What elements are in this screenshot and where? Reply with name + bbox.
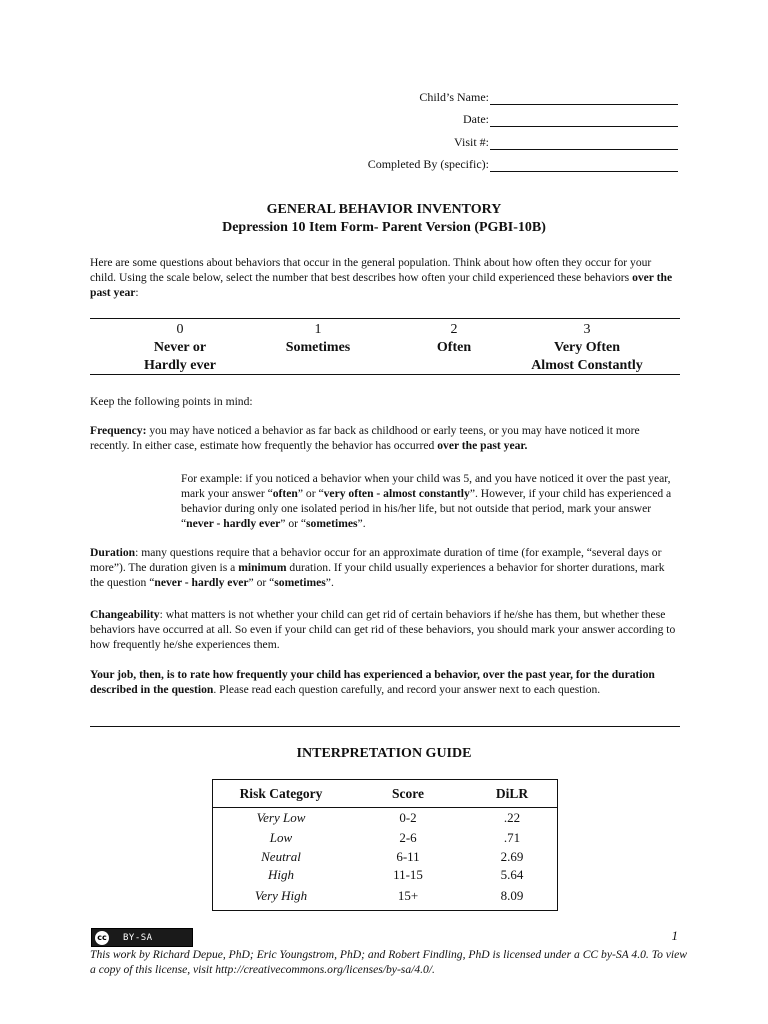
risk-category-cell: Very High	[254, 888, 308, 903]
visit-number-field[interactable]	[348, 127, 678, 150]
blank-line[interactable]	[490, 113, 678, 127]
duration-paragraph: Duration: many questions require that a behavior occur for an approximate duration of time (for example, “several days or more”). The duration given is a minimum duration. If your child usually experiences a behavior for shorter durations, mark the question “never - hardly ever” or “sometimes”.	[90, 546, 665, 589]
creative-commons-icon: cc	[95, 931, 109, 945]
dilr-cell: 5.64	[500, 867, 524, 882]
changeability-paragraph: Changeability: what matters is not whether your child can get rid of certain behaviors if he/she has them, but whether these behaviors have occurred at all. So even if your child can get rid of these behaviors, you should mark your answer according to how frequently he/she experiences them.	[90, 608, 676, 651]
date-field[interactable]	[348, 105, 678, 128]
section-divider	[90, 726, 680, 727]
header-score: Score	[392, 786, 424, 801]
scale-option-1: 1 Sometimes	[285, 322, 351, 355]
score-cell: 15+	[397, 888, 419, 903]
table-row	[213, 849, 557, 869]
frequency-paragraph: Frequency: you may have noticed a behavior as far back as childhood or early teens, or you may have noticed it more recently. In either case, estimate how frequently the behavior has occurred over the past year.	[90, 424, 640, 452]
field-label: Date:	[463, 112, 489, 126]
dilr-cell: .71	[503, 830, 521, 845]
header-dilr: DiLR	[495, 786, 529, 801]
blank-line[interactable]	[490, 158, 678, 172]
header-risk-category: Risk Category	[239, 786, 323, 801]
dilr-cell: .22	[503, 810, 521, 825]
field-label: Child’s Name:	[419, 89, 489, 104]
header-fields	[348, 82, 678, 172]
score-cell: 2-6	[399, 830, 417, 845]
intro-paragraph: Here are some questions about behaviors that occur in the general population. Think about how often they occur for your child. Using the scale below, select the number that best describes how often your child experienced these behaviors over the past year:	[90, 256, 673, 299]
completed-by-field[interactable]	[348, 150, 678, 173]
document-subtitle: Depression 10 Item Form- Parent Version (PGBI-10B)	[222, 220, 546, 235]
score-cell: 11-15	[393, 867, 423, 882]
scale-option-0: 0 Never or Hardly ever	[144, 322, 216, 373]
cc-badge-text: BY-SA	[123, 932, 153, 943]
scale-option-2: 2 Often	[436, 322, 472, 355]
table-row	[213, 830, 557, 850]
table-row	[213, 867, 557, 887]
document-title: GENERAL BEHAVIOR INVENTORY	[266, 202, 502, 217]
job-paragraph: Your job, then, is to rate how frequently your child has experienced a behavior, over the past year, for the duration described in the question. Please read each question carefully, and record your answer next to each question.	[90, 668, 655, 696]
blank-line[interactable]	[490, 136, 678, 150]
blank-line[interactable]	[490, 91, 678, 105]
table-header-row	[213, 780, 557, 808]
field-label: Visit #:	[454, 134, 489, 149]
score-cell: 6-11	[396, 849, 420, 864]
dilr-cell: 8.09	[500, 888, 524, 903]
childs-name-field[interactable]	[348, 82, 678, 105]
risk-category-cell: High	[268, 867, 294, 882]
field-label: Completed By (specific):	[367, 157, 489, 171]
risk-category-cell: Very Low	[256, 810, 306, 825]
risk-category-cell: Neutral	[261, 849, 301, 864]
score-cell: 0-2	[399, 810, 417, 825]
keep-in-mind-text: Keep the following points in mind:	[90, 395, 253, 408]
interpretation-guide-title: INTERPRETATION GUIDE	[296, 746, 472, 761]
scale-option-3: 3 Very Often Almost Constantly	[531, 322, 643, 373]
license-text: This work by Richard Depue, PhD; Eric Youngstrom, PhD; and Robert Findling, PhD is licensed under a CC by-SA 4.0. To view a copy of this license, visit http://creativecommons.org/licenses/by-sa/4.0/.	[90, 948, 688, 976]
risk-category-cell: Low	[269, 830, 293, 845]
table-row	[213, 810, 557, 830]
example-paragraph: For example: if you noticed a behavior when your child was 5, and you have noticed it over the past year, mark your answer “often” or “very often - almost constantly”. However, if your child has experienced a behavior during only one isolated period in his/her life, but not outside that period, mark your answer “never - hardly ever” or “sometimes”.	[181, 472, 672, 530]
page-number: 1	[671, 928, 678, 943]
cc-by-sa-badge	[91, 928, 193, 947]
dilr-cell: 2.69	[500, 849, 524, 864]
table-row	[213, 888, 557, 908]
rating-scale	[90, 318, 680, 375]
interpretation-guide-table	[212, 779, 558, 911]
